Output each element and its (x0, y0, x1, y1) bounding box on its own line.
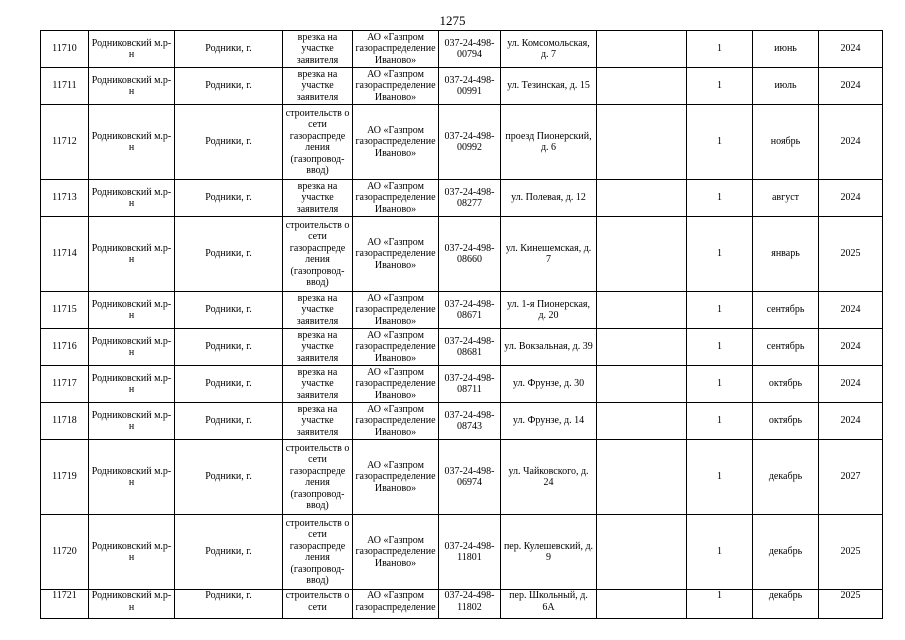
table-body (41, 31, 883, 619)
table-row (41, 292, 883, 329)
month-cell: сентябрь (753, 292, 819, 329)
work-type-cell: строительств о сети газораспреде ления (газопровод-ввод) (283, 515, 353, 590)
organization-cell: АО «Газпром газораспределение Иваново» (353, 292, 439, 329)
address-cell: ул. Тезинская, д. 15 (501, 68, 597, 105)
row-number-cell: 11721 (41, 590, 89, 619)
empty-cell (597, 440, 687, 515)
empty-cell (597, 68, 687, 105)
request-code-cell: 037-24-498-11801 (439, 515, 501, 590)
work-type-cell: строительств о сети газораспреде ления (газопровод-ввод) (283, 440, 353, 515)
count-cell: 1 (687, 515, 753, 590)
district-cell: Родниковский м.р-н (89, 440, 175, 515)
work-type-cell: врезка на участке заявителя (283, 329, 353, 366)
row-number-cell: 11717 (41, 366, 89, 403)
district-cell: Родниковский м.р-н (89, 590, 175, 619)
district-cell: Родниковский м.р-н (89, 366, 175, 403)
year-cell: 2025 (819, 217, 883, 292)
year-cell: 2024 (819, 180, 883, 217)
request-code-cell: 037-24-498-00991 (439, 68, 501, 105)
work-type-cell: врезка на участке заявителя (283, 68, 353, 105)
table-row (41, 68, 883, 105)
empty-cell (597, 105, 687, 180)
address-cell: ул. 1-я Пионерская, д. 20 (501, 292, 597, 329)
address-cell: ул. Вокзальная, д. 39 (501, 329, 597, 366)
organization-cell: АО «Газпром газораспределение Иваново» (353, 403, 439, 440)
organization-cell: АО «Газпром газораспределение Иваново» (353, 366, 439, 403)
month-cell: август (753, 180, 819, 217)
month-cell: декабрь (753, 515, 819, 590)
organization-cell: АО «Газпром газораспределение (353, 590, 439, 619)
request-code-cell: 037-24-498-08277 (439, 180, 501, 217)
district-cell: Родниковский м.р-н (89, 292, 175, 329)
count-cell: 1 (687, 440, 753, 515)
empty-cell (597, 515, 687, 590)
organization-cell: АО «Газпром газораспределение Иваново» (353, 105, 439, 180)
count-cell: 1 (687, 68, 753, 105)
city-cell: Родники, г. (175, 217, 283, 292)
year-cell: 2024 (819, 329, 883, 366)
district-cell: Родниковский м.р-н (89, 180, 175, 217)
city-cell: Родники, г. (175, 105, 283, 180)
work-type-cell: строительств о сети газораспреде ления (газопровод-ввод) (283, 217, 353, 292)
request-code-cell: 037-24-498-00992 (439, 105, 501, 180)
table-row (41, 515, 883, 590)
request-code-cell: 037-24-498-08681 (439, 329, 501, 366)
count-cell: 1 (687, 180, 753, 217)
month-cell: декабрь (753, 590, 819, 619)
city-cell: Родники, г. (175, 366, 283, 403)
row-number-cell: 11715 (41, 292, 89, 329)
month-cell: декабрь (753, 440, 819, 515)
work-type-cell: врезка на участке заявителя (283, 180, 353, 217)
row-number-cell: 11718 (41, 403, 89, 440)
count-cell: 1 (687, 366, 753, 403)
year-cell: 2025 (819, 590, 883, 619)
table-row (41, 180, 883, 217)
empty-cell (597, 329, 687, 366)
request-code-cell: 037-24-498-08660 (439, 217, 501, 292)
work-type-cell: врезка на участке заявителя (283, 366, 353, 403)
city-cell: Родники, г. (175, 31, 283, 68)
organization-cell: АО «Газпром газораспределение Иваново» (353, 217, 439, 292)
table-row (41, 440, 883, 515)
request-code-cell: 037-24-498-00794 (439, 31, 501, 68)
month-cell: октябрь (753, 366, 819, 403)
count-cell: 1 (687, 292, 753, 329)
city-cell: Родники, г. (175, 515, 283, 590)
address-cell: ул. Фрунзе, д. 30 (501, 366, 597, 403)
district-cell: Родниковский м.р-н (89, 105, 175, 180)
address-cell: проезд Пионерский, д. 6 (501, 105, 597, 180)
table-row (41, 403, 883, 440)
district-cell: Родниковский м.р-н (89, 515, 175, 590)
row-number-cell: 11714 (41, 217, 89, 292)
year-cell: 2024 (819, 105, 883, 180)
row-number-cell: 11719 (41, 440, 89, 515)
district-cell: Родниковский м.р-н (89, 68, 175, 105)
count-cell: 1 (687, 217, 753, 292)
work-type-cell: врезка на участке заявителя (283, 31, 353, 68)
gas-connection-table (40, 30, 883, 619)
table-row (41, 217, 883, 292)
year-cell: 2024 (819, 366, 883, 403)
row-number-cell: 11711 (41, 68, 89, 105)
city-cell: Родники, г. (175, 68, 283, 105)
count-cell: 1 (687, 329, 753, 366)
address-cell: ул. Фрунзе, д. 14 (501, 403, 597, 440)
year-cell: 2024 (819, 292, 883, 329)
year-cell: 2024 (819, 31, 883, 68)
row-number-cell: 11716 (41, 329, 89, 366)
request-code-cell: 037-24-498-08743 (439, 403, 501, 440)
organization-cell: АО «Газпром газораспределение Иваново» (353, 180, 439, 217)
district-cell: Родниковский м.р-н (89, 217, 175, 292)
page-number: 1275 (439, 13, 466, 28)
request-code-cell: 037-24-498-08711 (439, 366, 501, 403)
empty-cell (597, 366, 687, 403)
city-cell: Родники, г. (175, 440, 283, 515)
row-number-cell: 11713 (41, 180, 89, 217)
table-row (41, 366, 883, 403)
month-cell: июль (753, 68, 819, 105)
city-cell: Родники, г. (175, 329, 283, 366)
address-cell: пер. Школьный, д. 6А (501, 590, 597, 619)
request-code-cell: 037-24-498-06974 (439, 440, 501, 515)
empty-cell (597, 180, 687, 217)
year-cell: 2024 (819, 68, 883, 105)
organization-cell: АО «Газпром газораспределение Иваново» (353, 68, 439, 105)
district-cell: Родниковский м.р-н (89, 329, 175, 366)
address-cell: пер. Кулешевский, д. 9 (501, 515, 597, 590)
count-cell: 1 (687, 590, 753, 619)
address-cell: ул. Кинешемская, д. 7 (501, 217, 597, 292)
work-type-cell: строительств о сети газораспреде ления (газопровод-ввод) (283, 105, 353, 180)
organization-cell: АО «Газпром газораспределение Иваново» (353, 329, 439, 366)
count-cell: 1 (687, 403, 753, 440)
empty-cell (597, 590, 687, 619)
city-cell: Родники, г. (175, 180, 283, 217)
count-cell: 1 (687, 105, 753, 180)
empty-cell (597, 31, 687, 68)
year-cell: 2027 (819, 440, 883, 515)
year-cell: 2025 (819, 515, 883, 590)
year-cell: 2024 (819, 403, 883, 440)
address-cell: ул. Чайковского, д. 24 (501, 440, 597, 515)
organization-cell: АО «Газпром газораспределение Иваново» (353, 515, 439, 590)
empty-cell (597, 292, 687, 329)
request-code-cell: 037-24-498-08671 (439, 292, 501, 329)
work-type-cell: врезка на участке заявителя (283, 403, 353, 440)
row-number-cell: 11710 (41, 31, 89, 68)
table-row (41, 329, 883, 366)
count-cell: 1 (687, 31, 753, 68)
month-cell: ноябрь (753, 105, 819, 180)
month-cell: октябрь (753, 403, 819, 440)
city-cell: Родники, г. (175, 403, 283, 440)
work-type-cell: строительств о сети (283, 590, 353, 619)
request-code-cell: 037-24-498-11802 (439, 590, 501, 619)
month-cell: январь (753, 217, 819, 292)
table-row (41, 590, 883, 619)
district-cell: Родниковский м.р-н (89, 403, 175, 440)
city-cell: Родники, г. (175, 590, 283, 619)
organization-cell: АО «Газпром газораспределение Иваново» (353, 440, 439, 515)
month-cell: июнь (753, 31, 819, 68)
address-cell: ул. Полевая, д. 12 (501, 180, 597, 217)
empty-cell (597, 403, 687, 440)
row-number-cell: 11720 (41, 515, 89, 590)
row-number-cell: 11712 (41, 105, 89, 180)
month-cell: сентябрь (753, 329, 819, 366)
table-row (41, 31, 883, 68)
empty-cell (597, 217, 687, 292)
district-cell: Родниковский м.р-н (89, 31, 175, 68)
table-row (41, 105, 883, 180)
address-cell: ул. Комсомольская, д. 7 (501, 31, 597, 68)
organization-cell: АО «Газпром газораспределение Иваново» (353, 31, 439, 68)
work-type-cell: врезка на участке заявителя (283, 292, 353, 329)
city-cell: Родники, г. (175, 292, 283, 329)
